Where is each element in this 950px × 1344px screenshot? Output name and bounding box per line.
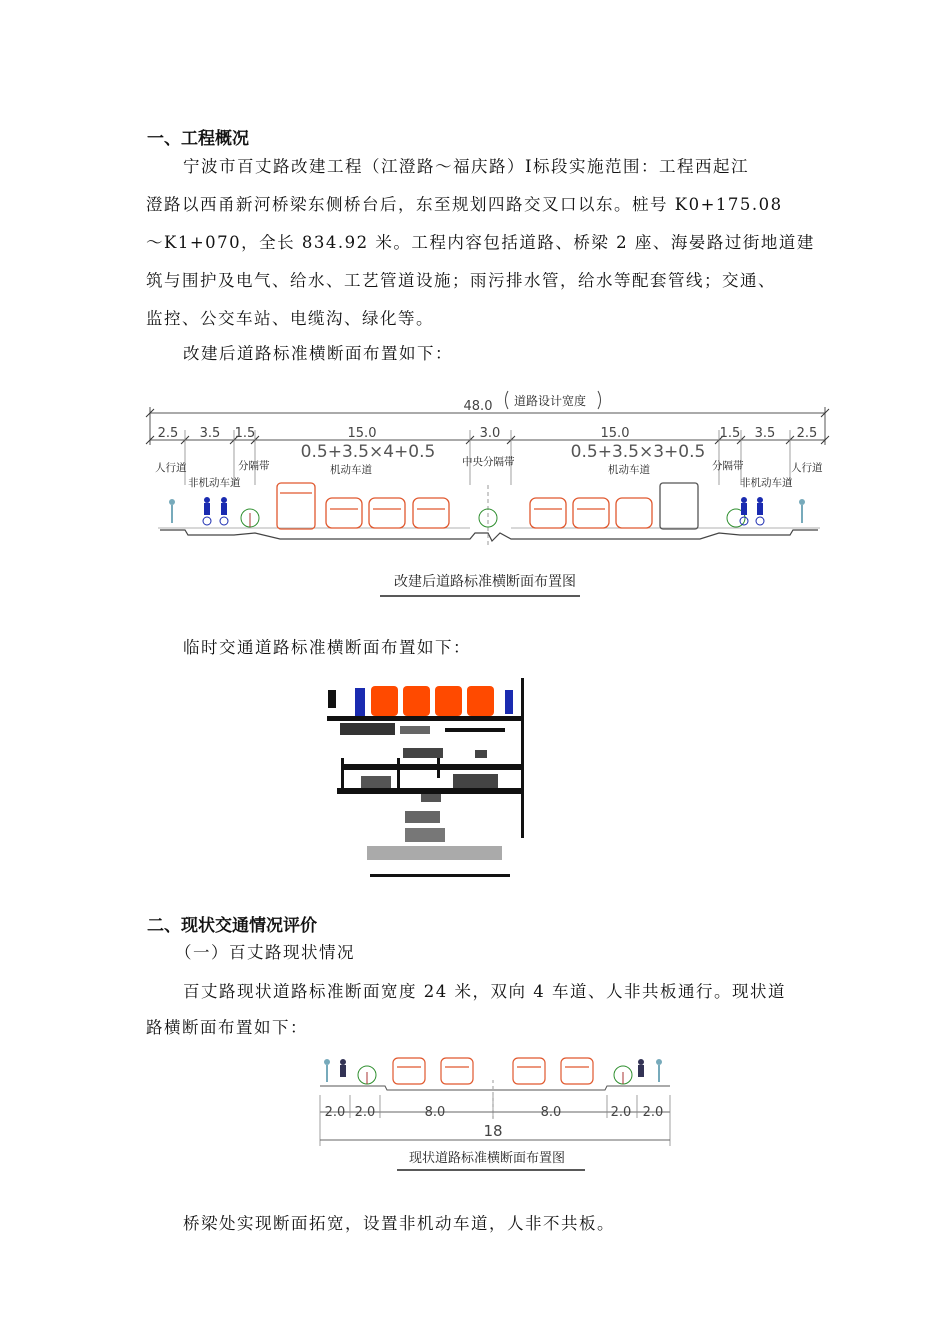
dim-current: 8.0 (540, 1105, 562, 1120)
tree-icon (614, 1066, 632, 1084)
paragraph-line: 宁波市百丈路改建工程（江澄路～福庆路）Ⅰ标段实施范围：工程西起江 (183, 157, 750, 176)
dim-current: 2.0 (324, 1105, 346, 1120)
label-bike-left: 非机动车道 (188, 477, 241, 489)
bicycle-icon (638, 1059, 644, 1077)
section-2-title: 二、现状交通情况评价 (147, 916, 317, 936)
bicycle-icon (203, 497, 211, 525)
dim-bike-left: 3.5 (199, 426, 221, 441)
dim-current: 8.0 (424, 1105, 446, 1120)
dim-motor-left: 15.0 (347, 426, 377, 441)
label-sidewalk-left: 人行道 (155, 462, 187, 474)
dim-sidewalk-right: 2.5 (796, 426, 818, 441)
dim-motor-right: 15.0 (600, 426, 630, 441)
dim-median: 3.0 (479, 426, 501, 441)
dim-current: 2.0 (354, 1105, 376, 1120)
paragraph-line: 路横断面布置如下： (146, 1018, 308, 1037)
dim-current-total: 18 (483, 1122, 503, 1140)
tree-icon (241, 509, 259, 527)
car-icon (616, 498, 652, 528)
figure-intro: 临时交通道路标准横断面布置如下： (183, 638, 471, 657)
car-icon (393, 1058, 425, 1084)
car-icon (371, 686, 398, 716)
label-sidewalk-right: 人行道 (791, 462, 823, 474)
dim-current: 2.0 (642, 1105, 664, 1120)
label-median: 中央分隔带 (462, 456, 515, 468)
car-icon (413, 498, 449, 528)
figure-caption: 改建后道路标准横断面布置图 (394, 574, 576, 590)
dim-sep-right: 1.5 (719, 426, 741, 441)
pedestrian-icon (169, 499, 175, 523)
label-bike-right: 非机动车道 (740, 477, 793, 489)
tree-icon (358, 1066, 376, 1084)
car-icon (513, 1058, 545, 1084)
figure-intro: 改建后道路标准横断面布置如下： (183, 344, 453, 363)
car-icon (326, 498, 362, 528)
car-icon (435, 686, 462, 716)
paragraph-line: ～K1+070，全长 834.92 米。工程内容包括道路、桥梁 2 座、海晏路过街地道建 (146, 233, 815, 252)
label-motor-left: 机动车道 (330, 464, 372, 476)
bicycle-icon (220, 497, 228, 525)
pedestrian-icon (324, 1059, 330, 1082)
paragraph-line: 桥梁处实现断面拓宽，设置非机动车道，人非不共板。 (183, 1214, 615, 1233)
tree-icon (479, 509, 497, 527)
paragraph-line: 百丈路现状道路标准断面宽度 24 米，双向 4 车道、人非共板通行。现状道 (183, 982, 786, 1001)
total-width-note: 道路设计宽度 (514, 394, 587, 408)
paragraph-line: 监控、公交车站、电缆沟、绿化等。 (146, 309, 434, 328)
car-icon (403, 686, 430, 716)
paragraph-line: 澄路以西甬新河桥梁东侧桥台后，东至规划四路交叉口以东。桩号 K0+175.08 (146, 195, 783, 214)
label-motor-right: 机动车道 (608, 464, 650, 476)
cross-section-figure-temporary (325, 678, 530, 881)
dim-sidewalk-left: 2.5 (157, 426, 179, 441)
car-icon (441, 1058, 473, 1084)
formula-right: 0.5+3.5×3+0.5 (570, 442, 706, 462)
car-icon (467, 686, 494, 716)
section-1-title: 一、工程概况 (147, 129, 249, 149)
subsection-title: （一）百丈路现状情况 (175, 943, 355, 962)
car-icon (369, 498, 405, 528)
figure-caption: 现状道路标准横断面布置图 (408, 1151, 566, 1166)
dim-sep-left: 1.5 (234, 426, 256, 441)
dim-bike-right: 3.5 (754, 426, 776, 441)
pedestrian-icon (799, 499, 805, 523)
cross-section-figure-new (140, 385, 830, 610)
pedestrian-icon (656, 1059, 662, 1082)
formula-left: 0.5+3.5×4+0.5 (300, 442, 436, 462)
dim-current: 2.0 (610, 1105, 632, 1120)
car-icon (561, 1058, 593, 1084)
bicycle-icon (740, 497, 748, 525)
bus-icon (277, 483, 315, 529)
cross-section-figure-current (315, 1050, 675, 1180)
total-width: 48.0 (463, 399, 493, 414)
bicycle-icon (340, 1059, 346, 1077)
car-icon (530, 498, 566, 528)
paragraph-line: 筑与围护及电气、给水、工艺管道设施；雨污排水管，给水等配套管线；交通、 (146, 271, 776, 290)
car-icon (573, 498, 609, 528)
label-sep-left: 分隔带 (238, 460, 270, 472)
bus-icon (660, 483, 698, 529)
label-sep-right: 分隔带 (712, 460, 744, 472)
bicycle-icon (756, 497, 764, 525)
